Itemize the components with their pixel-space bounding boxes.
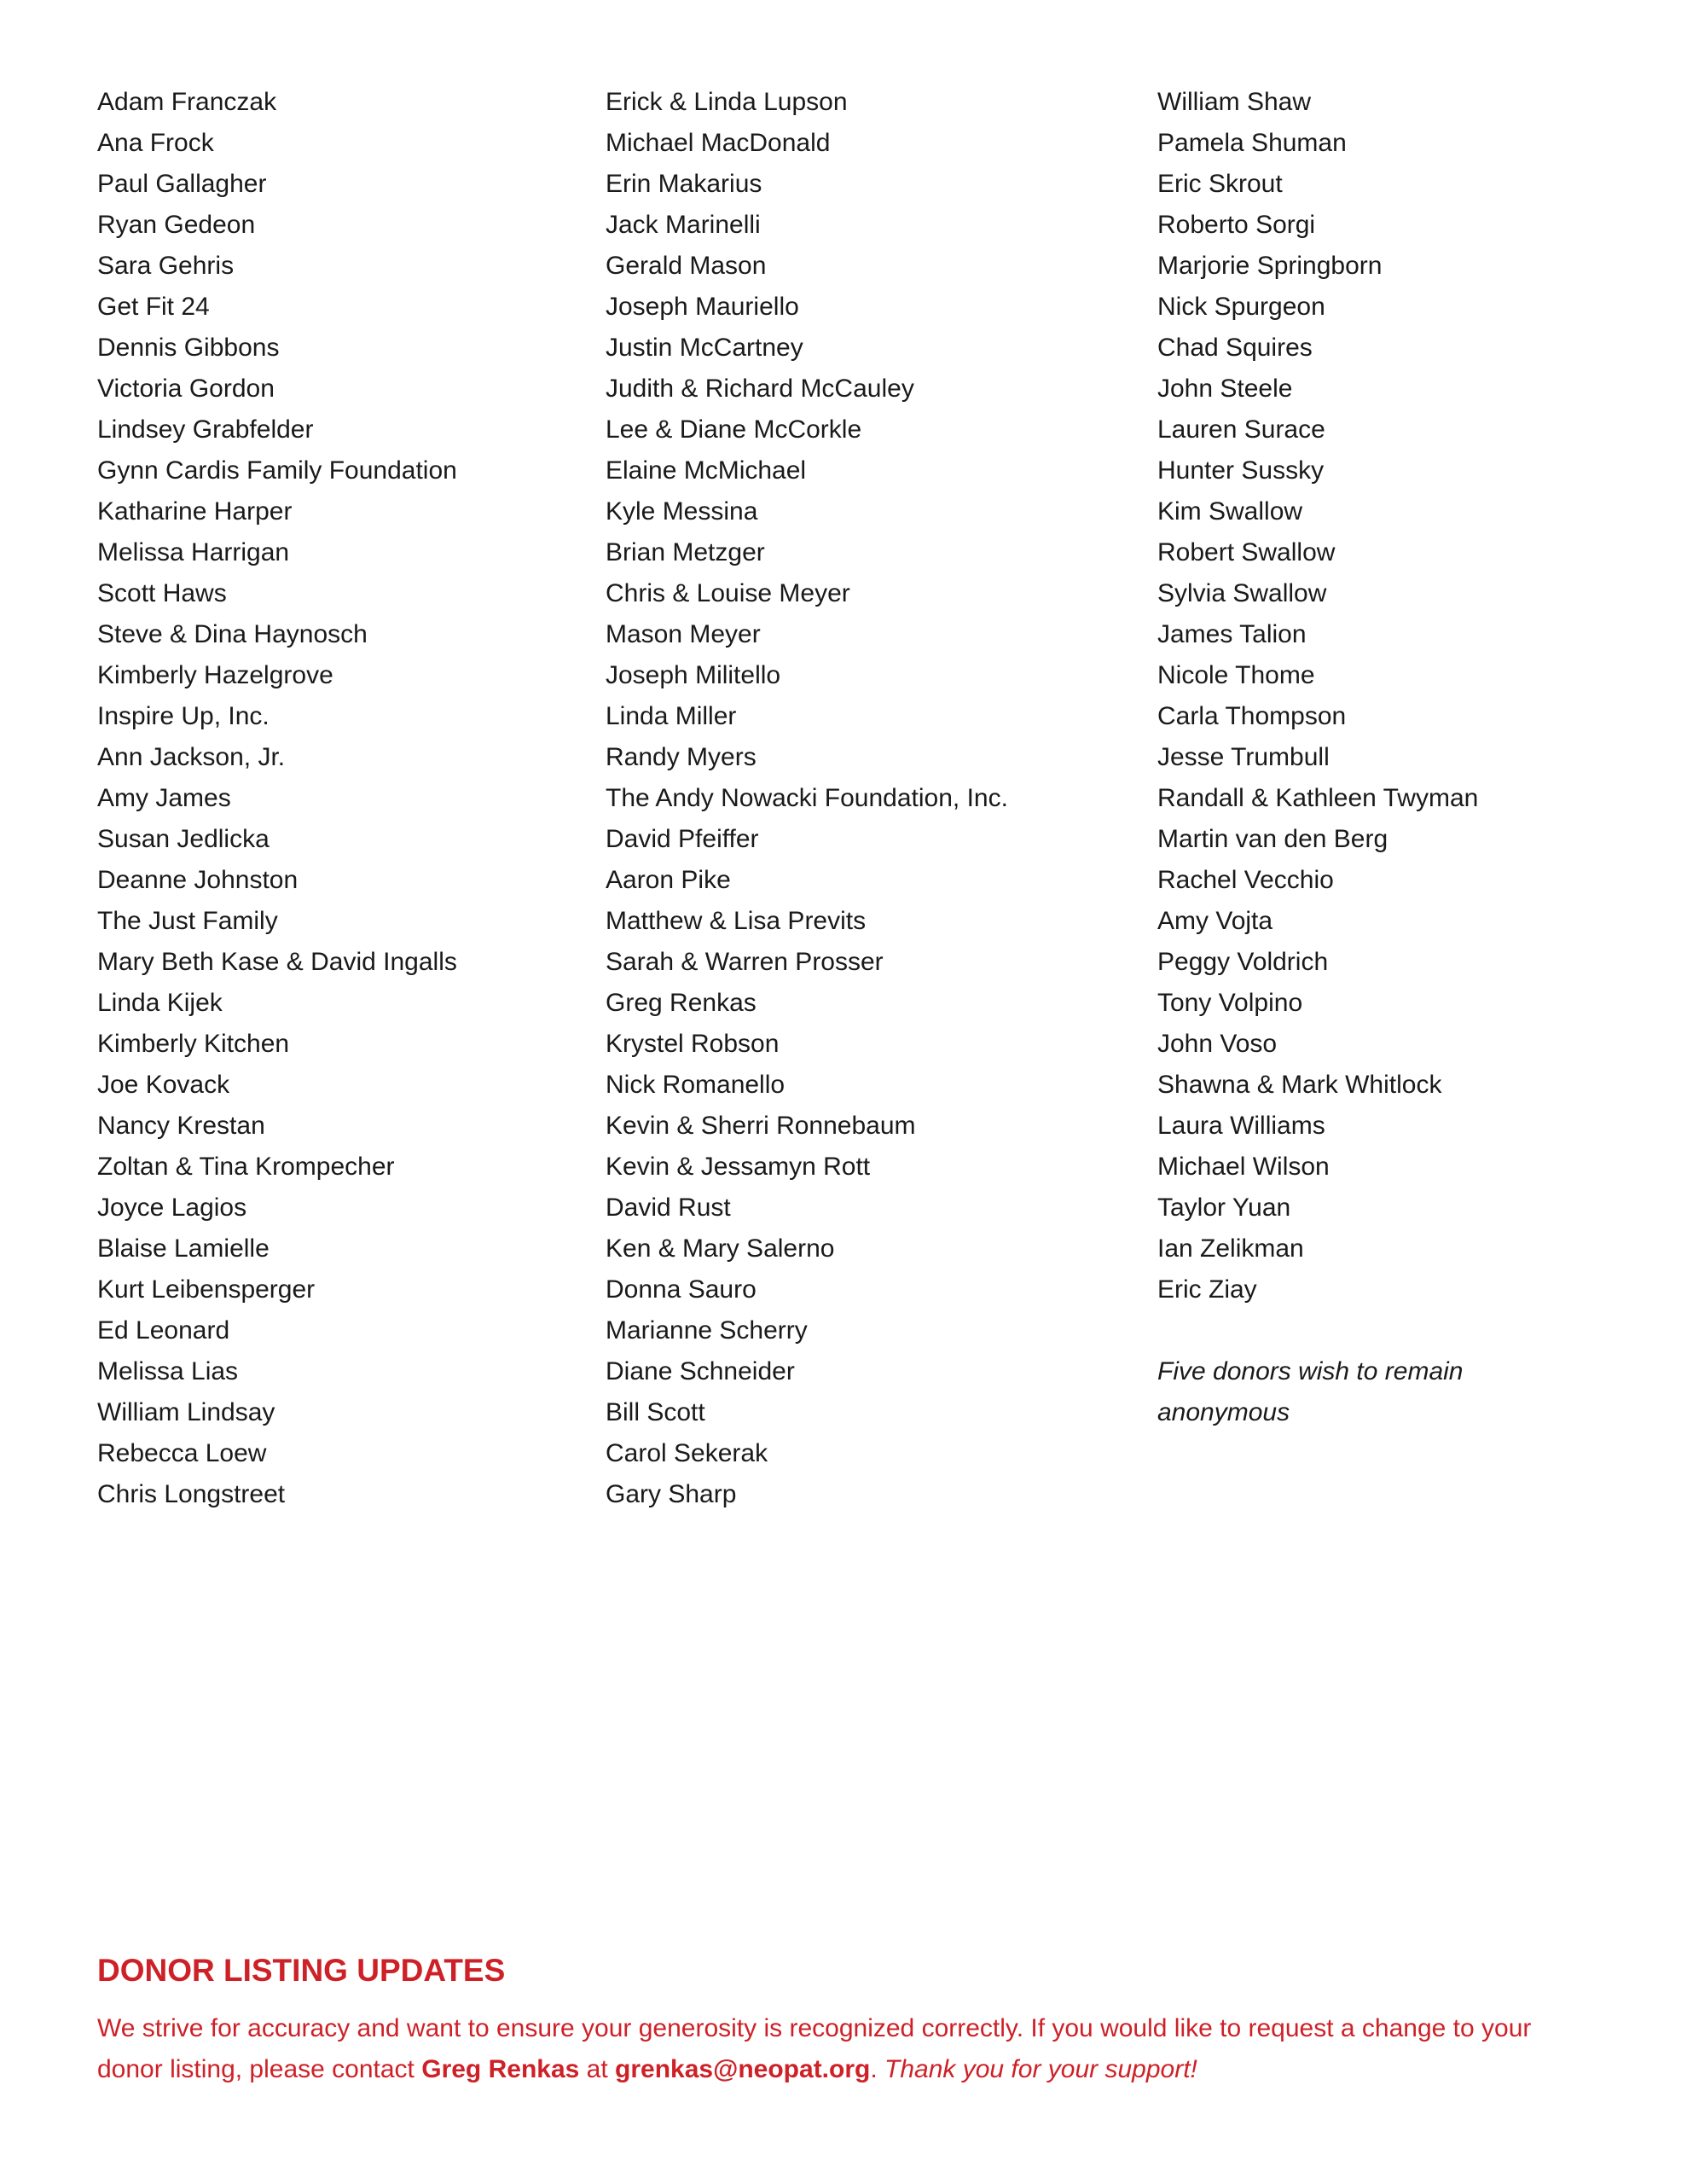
donor-name: Kevin & Jessamyn Rott bbox=[606, 1153, 871, 1181]
donor-name: Randy Myers bbox=[606, 743, 757, 771]
donor-name: Joseph Militello bbox=[606, 661, 781, 689]
donor-name: The Just Family bbox=[97, 907, 278, 935]
donor-name: Mason Meyer bbox=[606, 620, 761, 648]
donor-name: Sara Gehris bbox=[97, 252, 235, 280]
donor-name: Linda Miller bbox=[606, 702, 737, 730]
donor-name: Jack Marinelli bbox=[606, 211, 761, 239]
donor-name: Deanne Johnston bbox=[97, 866, 299, 894]
donor-name: John Steele bbox=[1157, 375, 1293, 403]
donor-name: Bill Scott bbox=[606, 1398, 705, 1426]
donor-name: Laura Williams bbox=[1157, 1112, 1325, 1140]
donor-name: Robert Swallow bbox=[1157, 538, 1336, 566]
donor-name: Pamela Shuman bbox=[1157, 129, 1347, 157]
contact-email: grenkas@neopat.org bbox=[615, 2055, 871, 2084]
donor-name: Eric Ziay bbox=[1157, 1275, 1257, 1304]
donor-column-3-names bbox=[1157, 82, 1558, 1310]
donor-name: Kurt Leibensperger bbox=[97, 1275, 316, 1304]
donor-name: Ann Jackson, Jr. bbox=[97, 743, 286, 771]
donor-name: Carla Thompson bbox=[1157, 702, 1347, 730]
footer-closing-text: Thank you for your support! bbox=[884, 2055, 1197, 2084]
donor-name: Susan Jedlicka bbox=[97, 825, 270, 853]
donor-name: Kimberly Kitchen bbox=[97, 1030, 290, 1058]
donor-name: Elaine McMichael bbox=[606, 456, 807, 485]
donor-name: William Lindsay bbox=[97, 1398, 275, 1426]
donor-name: Marianne Scherry bbox=[606, 1316, 808, 1345]
donor-name: Erick & Linda Lupson bbox=[606, 88, 848, 116]
donor-name: Marjorie Springborn bbox=[1157, 252, 1383, 280]
donor-name: Taylor Yuan bbox=[1157, 1194, 1291, 1222]
donor-name: Tony Volpino bbox=[1157, 989, 1303, 1017]
donor-name: Melissa Lias bbox=[97, 1357, 239, 1385]
footer-text-after: . bbox=[870, 2055, 885, 2084]
donor-name: Zoltan & Tina Krompecher bbox=[97, 1153, 395, 1181]
donor-listing-updates-section bbox=[97, 1952, 1590, 2090]
donor-name: Chris & Louise Meyer bbox=[606, 579, 850, 607]
donor-name: Amy Vojta bbox=[1157, 907, 1273, 935]
donor-name: Rebecca Loew bbox=[97, 1439, 267, 1467]
donor-name: Lindsey Grabfelder bbox=[97, 415, 314, 444]
donor-name: Paul Gallagher bbox=[97, 170, 267, 198]
donor-name: Greg Renkas bbox=[606, 989, 757, 1017]
donor-name: Nick Spurgeon bbox=[1157, 293, 1325, 321]
donor-name: Carol Sekerak bbox=[606, 1439, 768, 1467]
donor-name: Ryan Gedeon bbox=[97, 211, 256, 239]
donor-name: Kimberly Hazelgrove bbox=[97, 661, 333, 689]
donor-name: Randall & Kathleen Twyman bbox=[1157, 784, 1479, 812]
donor-name: Michael Wilson bbox=[1157, 1153, 1330, 1181]
donor-name: Sarah & Warren Prosser bbox=[606, 948, 884, 976]
donor-name: Victoria Gordon bbox=[97, 375, 275, 403]
donor-name: Kevin & Sherri Ronnebaum bbox=[606, 1112, 916, 1140]
donor-name: Gynn Cardis Family Foundation bbox=[97, 456, 457, 485]
donor-name: Peggy Voldrich bbox=[1157, 948, 1329, 976]
donor-column-3 bbox=[1157, 82, 1558, 1433]
donor-name: Blaise Lamielle bbox=[97, 1234, 270, 1263]
donor-name: Gary Sharp bbox=[606, 1480, 737, 1508]
donor-name: Rachel Vecchio bbox=[1157, 866, 1334, 894]
donor-name: Scott Haws bbox=[97, 579, 227, 607]
footer-text-between: at bbox=[579, 2055, 616, 2084]
donor-name: Matthew & Lisa Previts bbox=[606, 907, 867, 935]
donor-name: Ed Leonard bbox=[97, 1316, 230, 1345]
donor-name: Michael MacDonald bbox=[606, 129, 831, 157]
donor-name: Sylvia Swallow bbox=[1157, 579, 1327, 607]
donor-name: Eric Skrout bbox=[1157, 170, 1283, 198]
donor-name: Shawna & Mark Whitlock bbox=[1157, 1071, 1442, 1099]
donor-name: Krystel Robson bbox=[606, 1030, 780, 1058]
donor-name: Justin McCartney bbox=[606, 334, 803, 362]
donor-name: David Pfeiffer bbox=[606, 825, 759, 853]
donor-name: Joyce Lagios bbox=[97, 1194, 247, 1222]
donor-name: Diane Schneider bbox=[606, 1357, 795, 1385]
contact-name: Greg Renkas bbox=[421, 2055, 580, 2084]
donor-name: Inspire Up, Inc. bbox=[97, 702, 270, 730]
donor-name: Joseph Mauriello bbox=[606, 293, 799, 321]
donor-name: Brian Metzger bbox=[606, 538, 765, 566]
donor-name: Get Fit 24 bbox=[97, 293, 210, 321]
donor-name: Gerald Mason bbox=[606, 252, 767, 280]
footer-text-before: We strive for accuracy and want to ensure your generosity is recognized correctly. If you would like to request a change to your donor listing, please contact bbox=[97, 2014, 1532, 2084]
donor-name: Kim Swallow bbox=[1157, 497, 1303, 526]
donor-name: Martin van den Berg bbox=[1157, 825, 1388, 853]
donor-name: Chad Squires bbox=[1157, 334, 1313, 362]
donor-column-1 bbox=[97, 82, 606, 1515]
donor-name: John Voso bbox=[1157, 1030, 1278, 1058]
donor-name: Hunter Sussky bbox=[1157, 456, 1325, 485]
donor-name: Nicole Thome bbox=[1157, 661, 1315, 689]
donor-name: Ana Frock bbox=[97, 129, 214, 157]
donor-listing-updates-text bbox=[97, 2008, 1590, 2090]
donor-name: Judith & Richard McCauley bbox=[606, 375, 914, 403]
donor-name: Ken & Mary Salerno bbox=[606, 1234, 835, 1263]
donor-name: Linda Kijek bbox=[97, 989, 223, 1017]
donor-name: Joe Kovack bbox=[97, 1071, 230, 1099]
donor-name: Adam Franczak bbox=[97, 88, 277, 116]
anonymous-donors-note: Five donors wish to remain anonymous bbox=[1157, 1357, 1464, 1426]
donor-name: Lee & Diane McCorkle bbox=[606, 415, 862, 444]
donor-name: Melissa Harrigan bbox=[97, 538, 290, 566]
donor-name: Katharine Harper bbox=[97, 497, 293, 526]
donor-columns bbox=[97, 82, 1558, 1515]
donor-name: Kyle Messina bbox=[606, 497, 758, 526]
donor-name: Lauren Surace bbox=[1157, 415, 1325, 444]
donor-name: Chris Longstreet bbox=[97, 1480, 286, 1508]
donor-name: James Talion bbox=[1157, 620, 1307, 648]
donor-name: Mary Beth Kase & David Ingalls bbox=[97, 948, 457, 976]
donor-listing-updates-heading: DONOR LISTING UPDATES bbox=[97, 1953, 506, 1988]
donor-column-2 bbox=[606, 82, 1157, 1515]
donor-name: Donna Sauro bbox=[606, 1275, 757, 1304]
donor-name: Dennis Gibbons bbox=[97, 334, 280, 362]
donor-name: David Rust bbox=[606, 1194, 731, 1222]
donor-name: Nick Romanello bbox=[606, 1071, 786, 1099]
donor-name: Jesse Trumbull bbox=[1157, 743, 1330, 771]
donor-name: Steve & Dina Haynosch bbox=[97, 620, 368, 648]
donor-name: Nancy Krestan bbox=[97, 1112, 265, 1140]
donor-name: Erin Makarius bbox=[606, 170, 762, 198]
donor-name: Roberto Sorgi bbox=[1157, 211, 1316, 239]
donor-name: The Andy Nowacki Foundation, Inc. bbox=[606, 784, 1008, 812]
donor-name: Aaron Pike bbox=[606, 866, 731, 894]
donor-name: William Shaw bbox=[1157, 88, 1312, 116]
donor-name: Amy James bbox=[97, 784, 231, 812]
donor-name: Ian Zelikman bbox=[1157, 1234, 1304, 1263]
